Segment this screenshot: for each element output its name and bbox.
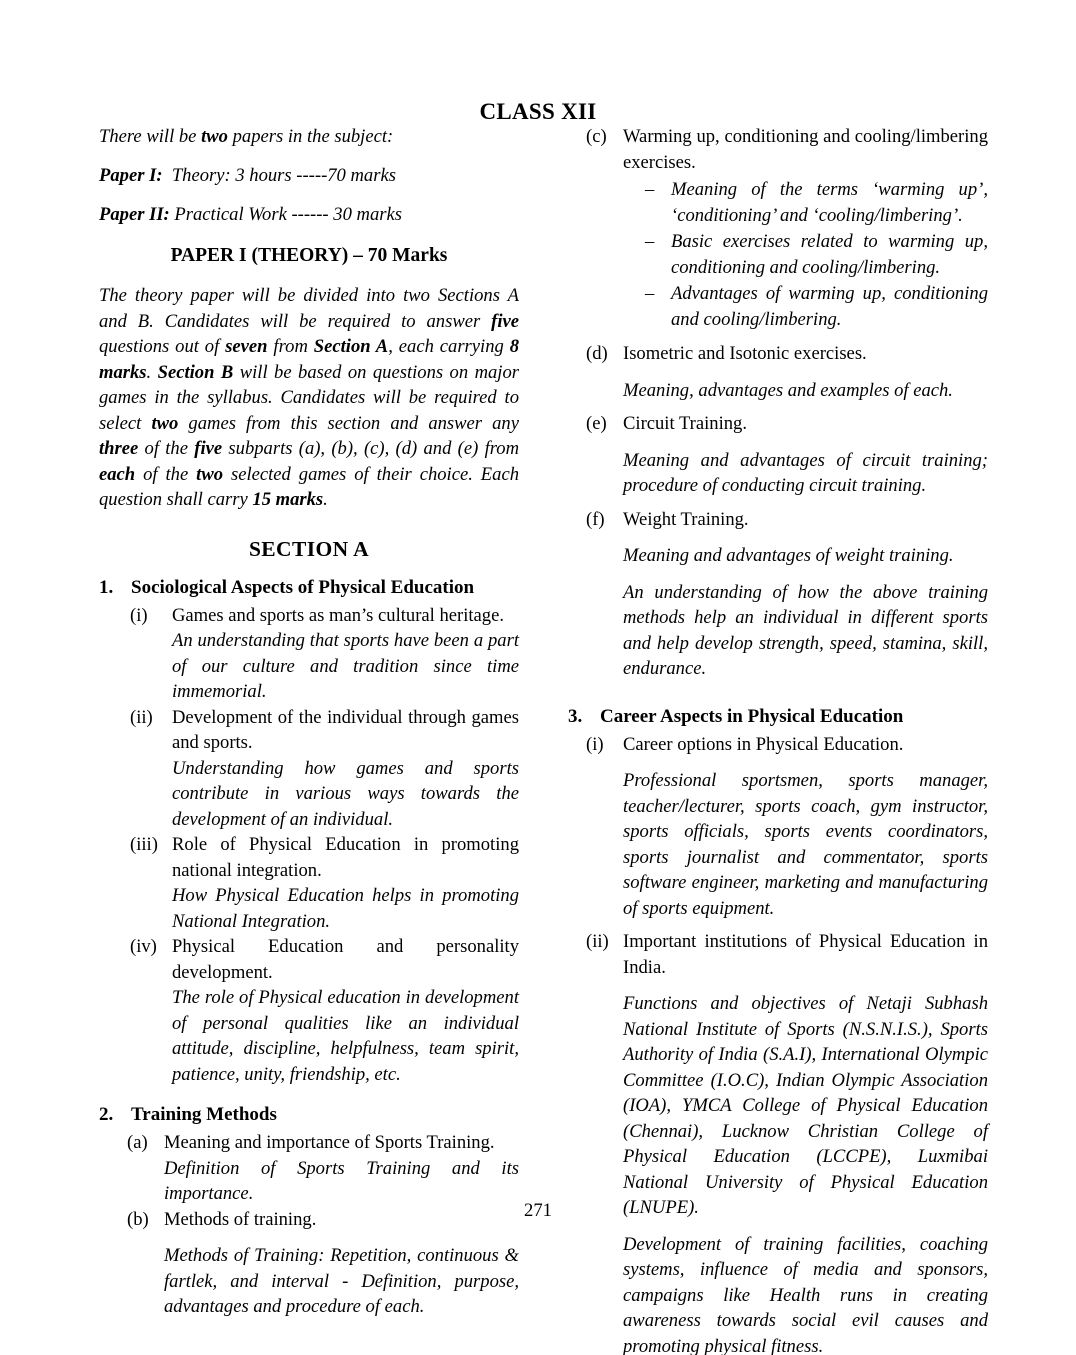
dash-bullet-list: [623, 177, 988, 332]
spacer: [568, 921, 988, 929]
list-item: [99, 934, 519, 1087]
paper-two-text: Practical Work ------ 30 marks: [169, 204, 402, 225]
item-description: Meaning, advantages and examples of each.: [623, 379, 953, 401]
paper-one-heading: PAPER I (THEORY) – 70 Marks: [170, 245, 448, 266]
dash-bullet: [623, 281, 988, 332]
dash-bullet: [623, 229, 988, 280]
theory-seg-5: .: [146, 361, 158, 383]
item-description: Professional sportsmen, sports manager, teacher/lecturer, sports coach, gym instructor, sports officials, sports events coordinators, sports journalist and commentator, sports software engineer, marketing and manufacturing of sports equipment.: [623, 770, 988, 919]
topic-3-heading: [568, 704, 988, 730]
right-column: [568, 124, 988, 1355]
item-description: Meaning and advantages of weight training.: [623, 545, 954, 566]
item-description-2: An understanding of how the above training methods help an individual in different sports and help develop strength, speed, stamina, skill, endurance.: [623, 581, 988, 679]
list-item: [99, 705, 519, 833]
item-marker: (iv): [130, 936, 157, 957]
item-text: Weight Training.: [623, 508, 749, 530]
item-marker: (d): [586, 343, 608, 364]
list-item: [99, 1207, 519, 1320]
item-description-2: Development of training facilities, coaching systems, influence of media and sponsors, campaigns like Health runs in creating awareness towards social evil causes and promoting physical fitness.: [623, 1233, 988, 1355]
section-a-heading: SECTION A: [248, 536, 370, 561]
list-item: [568, 929, 988, 1355]
theory-bold-section-a: Section A: [313, 336, 389, 357]
item-text: Methods of training.: [164, 1208, 317, 1230]
topic-2-heading: [99, 1102, 519, 1128]
intro-before: There will be: [99, 126, 202, 147]
list-item: [99, 603, 519, 705]
item-marker: (e): [586, 413, 607, 434]
item-text: Games and sports as man’s cultural heritage.: [172, 604, 505, 626]
page-number: 271: [524, 1200, 552, 1221]
intro-after: papers in the subject:: [227, 126, 394, 147]
topic-3-title: Career Aspects in Physical Education: [600, 705, 904, 727]
item-text: Important institutions of Physical Education in India.: [623, 931, 988, 978]
theory-bold-five-2: five: [194, 438, 223, 459]
en-dash-icon: –: [645, 231, 655, 252]
list-item: [568, 341, 988, 403]
topic-2-title: Training Methods: [131, 1104, 277, 1125]
topic-1-number: 1.: [99, 576, 114, 598]
dash-bullet-text: Advantages of warming up, conditioning and cooling/limbering.: [671, 283, 988, 330]
en-dash-icon: –: [645, 283, 655, 304]
theory-bold-eight-marks: 8 marks: [99, 336, 520, 383]
paper-one-line: [99, 163, 519, 188]
item-text: Warming up, conditioning and cooling/limbering exercises.: [623, 126, 988, 173]
dash-bullet: [623, 177, 988, 228]
topic-1-heading: [99, 575, 519, 601]
topic-1-title: Sociological Aspects of Physical Education: [131, 576, 475, 598]
paper-two-label: Paper II:: [99, 204, 170, 225]
item-marker: (a): [127, 1132, 148, 1153]
theory-bold-fifteen-marks: 15 marks: [252, 489, 324, 510]
paper-one-label: Paper I:: [99, 165, 163, 186]
item-marker: (f): [586, 508, 605, 530]
item-marker: (i): [586, 733, 604, 755]
spacer: [99, 1087, 519, 1102]
item-marker: (c): [586, 126, 607, 147]
theory-seg-9: subparts (a), (b), (c), (d) and (e) from: [222, 438, 519, 459]
item-text: Role of Physical Education in promoting national integration.: [172, 834, 519, 881]
theory-bold-each: each: [99, 463, 136, 485]
theory-seg-8: of the: [138, 438, 195, 459]
item-description: The role of Physical education in development of personal qualities like an individual attitude, discipline, helpfulness, team spirit, patience, unity, friendship, etc.: [172, 987, 519, 1085]
theory-bold-seven: seven: [225, 336, 268, 357]
item-text: Career options in Physical Education.: [623, 733, 904, 755]
theory-seg-2: questions out of: [99, 336, 226, 357]
theory-seg-11: selected games of their choice. Each question shall carry: [99, 463, 519, 510]
item-description: Methods of Training: Repetition, continuous & fartlek, and interval - Definition, purpose, advantages and procedure of each.: [164, 1245, 519, 1317]
theory-bold-two-2: two: [196, 463, 224, 485]
item-marker: (i): [130, 604, 148, 626]
theory-bold-two: two: [151, 412, 179, 434]
topic-3-number: 3.: [568, 705, 583, 727]
dash-bullet-text: Meaning of the terms ‘warming up’, ‘conditioning’ and ‘cooling/limbering’.: [671, 179, 988, 226]
item-text: Circuit Training.: [623, 413, 747, 434]
item-marker: (ii): [586, 931, 609, 952]
theory-seg-12: .: [323, 489, 328, 510]
item-marker: (iii): [130, 834, 158, 855]
spacer: [568, 682, 988, 704]
spacer: [568, 403, 988, 411]
list-item: [99, 832, 519, 934]
theory-seg-4: , each carrying: [388, 336, 510, 357]
item-marker: (b): [127, 1208, 149, 1230]
item-description: Meaning and advantages of circuit training; procedure of conducting circuit training.: [623, 449, 988, 496]
item-description: How Physical Education helps in promoting National Integration.: [172, 885, 519, 932]
list-item: [568, 507, 988, 682]
left-column: [99, 124, 519, 1355]
paper-two-line: [99, 202, 519, 227]
list-item: [568, 411, 988, 499]
intro-bold: two: [201, 126, 228, 147]
page-title: CLASS XII: [479, 99, 597, 124]
item-description: An understanding that sports have been a part of our culture and tradition since time immemorial.: [172, 630, 519, 702]
theory-bold-three: three: [99, 438, 139, 459]
item-text: Isometric and Isotonic exercises.: [623, 343, 867, 364]
theory-seg-10: of the: [135, 463, 197, 485]
item-text: Physical Education and personality development.: [172, 936, 519, 983]
item-text: Development of the individual through games and sports.: [172, 706, 519, 753]
list-item: [568, 732, 988, 922]
theory-bold-five: five: [491, 310, 519, 332]
theory-seg-3: from: [267, 336, 314, 357]
item-text: Meaning and importance of Sports Training.: [164, 1132, 495, 1153]
theory-seg-7: games from this section and answer any: [178, 412, 519, 434]
list-item: [568, 124, 988, 333]
paper-one-text: Theory: 3 hours -----70 marks: [162, 165, 396, 186]
dash-bullet-text: Basic exercises related to warming up, conditioning and cooling/limbering.: [671, 231, 988, 278]
intro-sentence: [99, 124, 519, 149]
theory-seg-6: will be based on questions on major games in the syllabus. Candidates will be required to select: [99, 361, 519, 434]
item-description: Functions and objectives of Netaji Subhash National Institute of Sports (N.S.N.I.S.), Sports Authority of India (S.A.I), International Olympic Committee (I.O.C), Indian Olympic Association (IOA), YMCA College of Physical Education (Chennai), Lucknow Christian College of Physical Education (LCCPE), Luxmibai National University of Physical Education (LNUPE).: [623, 993, 988, 1218]
spacer: [568, 333, 988, 341]
en-dash-icon: –: [645, 179, 655, 200]
spacer: [568, 499, 988, 507]
theory-seg-1: The theory paper will be divided into two Sections A and B. Candidates will be required to answer: [99, 285, 519, 332]
theory-paragraph: [99, 283, 519, 513]
item-marker: (ii): [130, 706, 153, 728]
list-item: [99, 1130, 519, 1207]
item-description: Definition of Sports Training and its importance.: [164, 1157, 519, 1204]
item-description: Understanding how games and sports contribute in various ways towards the development of an individual.: [172, 757, 519, 830]
two-column-body: [99, 124, 989, 1355]
theory-bold-section-b: Section B: [157, 361, 234, 383]
topic-2-number: 2.: [99, 1104, 114, 1125]
